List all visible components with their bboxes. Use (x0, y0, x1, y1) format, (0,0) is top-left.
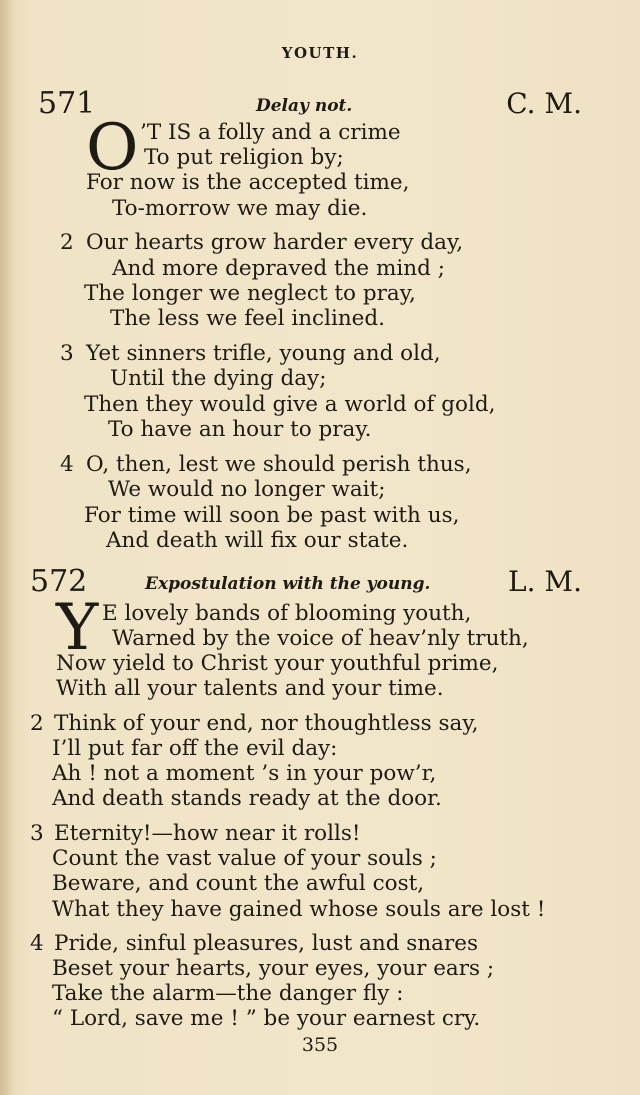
page-edge-shadow (0, 0, 14, 1095)
verse-line: And death stands ready at the door. (52, 786, 442, 811)
verse-line: For now is the accepted time, (86, 170, 410, 195)
verse-line: Eternity!—how near it rolls! (54, 821, 361, 846)
verse-number: 2 (60, 230, 74, 255)
verse-line: Until the dying day; (110, 366, 327, 391)
verse-line: Think of your end, nor thoughtless say, (54, 711, 479, 736)
verse-line: Pride, sinful pleasures, lust and snares (54, 931, 479, 956)
verse-line: The less we feel inclined. (110, 306, 386, 331)
verse-line: Count the vast value of your souls ; (52, 846, 437, 871)
verse-line: Now yield to Christ your youthful prime, (56, 651, 499, 676)
verse-line: And death will fix our state. (106, 528, 409, 553)
verse-line: I’ll put far off the evil day: (52, 736, 338, 761)
verse-number: 3 (30, 821, 44, 846)
verse-line: Take the alarm—the danger fly : (52, 981, 404, 1006)
verse-line: “ Lord, save me ! ” be your earnest cry. (52, 1006, 481, 1031)
verse-line: Warned by the voice of heav’nly truth, (112, 626, 529, 651)
drop-cap: O (86, 111, 139, 185)
verse-line: With all your talents and your time. (56, 676, 444, 701)
verse-line: ’T IS a folly and a crime (140, 120, 401, 145)
verse-line: O, then, lest we should perish thus, (86, 452, 472, 477)
hymn-number: 572 (30, 564, 88, 599)
verse-line: Beware, and count the awful cost, (52, 871, 425, 896)
hymn-title: Expostulation with the young. (145, 574, 431, 594)
verse-line: E lovely bands of blooming youth, (102, 601, 472, 626)
verse-line: To-morrow we may die. (112, 196, 368, 221)
running-head: YOUTH. (281, 44, 359, 62)
verse-line: To put religion by; (144, 145, 344, 170)
hymn-meter: C. M. (506, 87, 582, 120)
verse-number: 4 (60, 452, 74, 477)
verse-line: We would no longer wait; (108, 477, 386, 502)
verse-line: Our hearts grow harder every day, (86, 230, 464, 255)
drop-cap: Y (56, 591, 99, 665)
verse-number: 2 (30, 711, 44, 736)
verse-number: 4 (30, 931, 44, 956)
verse-line: What they have gained whose souls are lost ! (52, 897, 546, 922)
hymn-meter: L. M. (508, 565, 582, 598)
verse-line: To have an hour to pray. (108, 417, 372, 442)
hymn-number: 571 (38, 86, 96, 121)
verse-line: For time will soon be past with us, (84, 503, 460, 528)
verse-line: The longer we neglect to pray, (84, 281, 416, 306)
hymn-title: Delay not. (256, 96, 353, 116)
verse-line: Then they would give a world of gold, (84, 392, 496, 417)
page-number: 355 (301, 1034, 339, 1056)
verse-line: Beset your hearts, your eyes, your ears ; (52, 956, 495, 981)
verse-line: Ah ! not a moment ’s in your pow’r, (52, 761, 437, 786)
verse-line: And more depraved the mind ; (112, 256, 445, 281)
verse-number: 3 (60, 341, 74, 366)
verse-line: Yet sinners trifle, young and old, (86, 341, 441, 366)
